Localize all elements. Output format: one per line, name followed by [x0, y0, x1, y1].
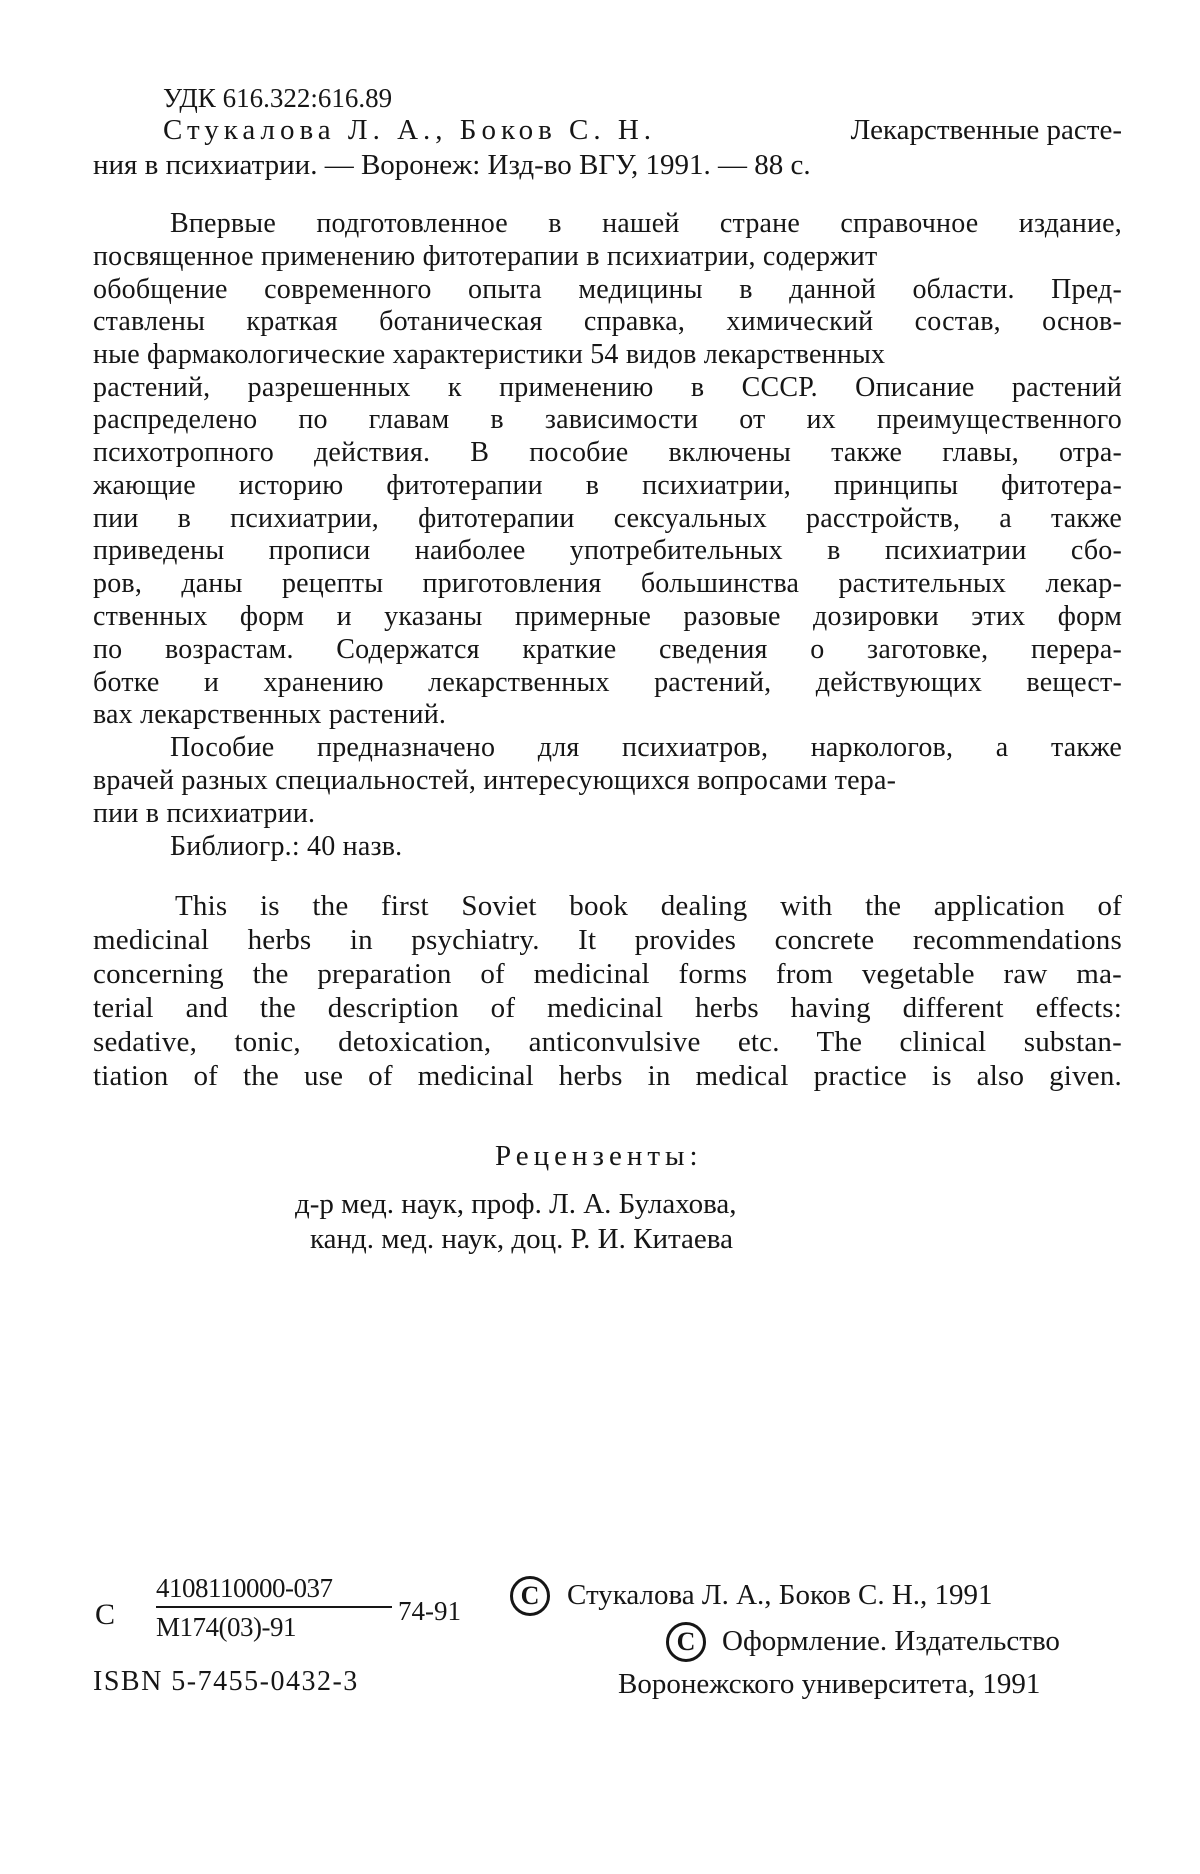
- authors: Стукалова Л. А., Боков С. Н.: [163, 114, 657, 146]
- abstract-en-line: tiation of the use of medicinal herbs in medical practice is also given.: [93, 1060, 1122, 1092]
- copyright-icon: С: [666, 1622, 706, 1662]
- classification-code-denominator: М174(03)-91: [156, 1612, 296, 1642]
- bibliographic-line-1: [163, 116, 1122, 145]
- fraction-rule: [156, 1606, 392, 1608]
- abstract-ru-line: пии в психиатрии.: [93, 798, 316, 829]
- abstract-ru-line: ботке и хранению лекарственных растений, действующих вещест-: [93, 667, 1122, 698]
- abstract-ru-line: ные фармакологические характеристики 54 видов лекарственных: [93, 339, 886, 370]
- abstract-ru-line: обобщение современного опыта медицины в данной области. Пред-: [93, 274, 1122, 305]
- book-title-start: Лекарственные расте-: [850, 114, 1122, 146]
- abstract-en-line: sedative, tonic, detoxication, anticonvulsive etc. The clinical substan-: [93, 1026, 1122, 1058]
- abstract-ru-line: врачей разных специальностей, интересующихся вопросами тера-: [93, 765, 897, 796]
- udc-code: УДК 616.322:616.89: [163, 83, 393, 113]
- abstract-ru-line: приведены прописи наиболее употребительных в психиатрии сбо-: [93, 535, 1122, 566]
- bibliographic-line-2: ния в психиатрии. — Воронеж: Изд-во ВГУ, 1991. — 88 с.: [93, 149, 811, 181]
- abstract-en-line: medicinal herbs in psychiatry. It provides concrete recommendations: [93, 924, 1122, 956]
- classification-letter: С: [95, 1598, 116, 1631]
- abstract-ru-line: жающие историю фитотерапии в психиатрии, принципы фитотера-: [93, 470, 1122, 501]
- copyright-design: Оформление. Издательство: [722, 1625, 1060, 1657]
- copyright-authors: Стукалова Л. А., Боков С. Н., 1991: [567, 1579, 993, 1611]
- bibliography-count: Библиогр.: 40 назв.: [170, 831, 403, 862]
- reviewer-1: д-р мед. наук, проф. Л. А. Булахова,: [295, 1188, 737, 1220]
- abstract-ru-line: пии в психиатрии, фитотерапии сексуальных расстройств, а также: [93, 503, 1122, 534]
- abstract-ru-line: ственных форм и указаны примерные разовые дозировки этих форм: [93, 601, 1122, 632]
- abstract-ru-line: ров, даны рецепты приготовления большинства растительных лекар-: [93, 568, 1122, 599]
- abstract-ru-line: растений, разрешенных к применению в СССР. Описание растений: [93, 372, 1122, 403]
- abstract-ru-line: Впервые подготовленное в нашей стране справочное издание,: [170, 208, 1122, 239]
- copyright-publisher: Воронежского университета, 1991: [618, 1668, 1041, 1700]
- reviewer-2: канд. мед. наук, доц. Р. И. Китаева: [310, 1223, 733, 1255]
- abstract-ru-line: посвященное применению фитотерапии в психиатрии, содержит: [93, 241, 878, 272]
- abstract-ru-line: психотропного действия. В пособие включены также главы, отра-: [93, 437, 1122, 468]
- isbn: ISBN 5-7455-0432-3: [93, 1666, 359, 1697]
- abstract-en-line: concerning the preparation of medicinal forms from vegetable raw ma-: [93, 958, 1122, 990]
- abstract-ru-line: ставлены краткая ботаническая справка, химический состав, основ-: [93, 306, 1122, 337]
- abstract-ru-line: вах лекарственных растений.: [93, 699, 447, 730]
- classification-code-suffix: 74-91: [398, 1596, 461, 1626]
- abstract-en-line: terial and the description of medicinal herbs having different effects:: [93, 992, 1122, 1024]
- abstract-ru-line: Пособие предназначено для психиатров, наркологов, а также: [170, 732, 1122, 763]
- abstract-en-line: This is the first Soviet book dealing with the application of: [175, 890, 1122, 922]
- reviewers-heading: Рецензенты:: [495, 1140, 703, 1172]
- abstract-ru-line: распределено по главам в зависимости от их преимущественного: [93, 404, 1122, 435]
- abstract-ru-line: по возрастам. Содержатся краткие сведения о заготовке, перера-: [93, 634, 1122, 665]
- copyright-icon: С: [510, 1576, 550, 1616]
- classification-code-numerator: 4108110000-037: [156, 1573, 333, 1603]
